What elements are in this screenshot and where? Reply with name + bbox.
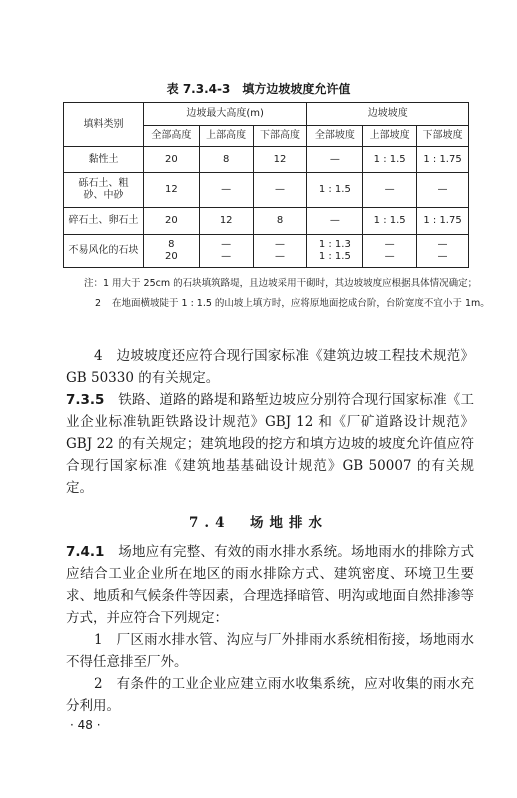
table-cell: — [307, 147, 363, 173]
clause-7-3-5 [66, 389, 474, 499]
row-label: 不易风化的石块 [64, 235, 144, 268]
cell-line: 8 [168, 239, 175, 250]
table-row [64, 147, 469, 173]
paragraph-item-2: 2 有条件的工业企业应建立雨水收集系统，应对收集的雨水充分利用。 [66, 676, 474, 714]
table-cell: — [363, 173, 417, 208]
note-text: 用大于 25cm 的石块填筑路堤，且边坡采用干砌时，其边坡坡度应根据具体情况确定； [112, 278, 478, 289]
table-cell: 1 : 1.75 [417, 208, 469, 235]
cell-line: 20 [164, 251, 178, 262]
clause-number: 7.3.5 [66, 392, 105, 408]
table-cell [253, 235, 307, 268]
header-col: 全部高度 [143, 126, 199, 147]
table-cell [417, 235, 469, 268]
table-cell: 12 [199, 208, 253, 235]
table-cell: 8 [253, 208, 307, 235]
header-col: 全部坡度 [307, 126, 363, 147]
table-cell: 1 : 1.5 [307, 173, 363, 208]
table-cell: — [307, 208, 363, 235]
clause-text: 铁路、道路的路堤和路堑边坡应分别符合现行国家标准《工业企业标准轨距铁路设计规范》GBJ 12 和《厂矿道路设计规范》GBJ 22 的有关规定；建筑地段的挖方和填方边坡的坡度允许值应符合现行国家标准《建筑地基基础设计规范》GB 50007 的有关规定。 [66, 392, 474, 496]
note-2 [84, 296, 494, 312]
paragraph-item-1: 1 厂区雨水排水管、沟应与厂外排雨水系统相衔接，场地雨水不得任意排至厂外。 [66, 632, 474, 670]
table-notes [84, 276, 494, 312]
table-cell [307, 235, 363, 268]
table-cell: 1 : 1.5 [363, 208, 417, 235]
table-cell: 20 [143, 208, 199, 235]
cell-line: 1 : 1.3 [318, 239, 351, 250]
table-cell: 1 : 1.5 [363, 147, 417, 173]
table-cell: — [417, 173, 469, 208]
row-label: 黏性土 [64, 147, 144, 173]
cell-line: — [275, 239, 285, 250]
table-row [64, 208, 469, 235]
slope-table [63, 102, 469, 268]
clause-number: 7.4.1 [66, 544, 105, 560]
paragraph-item-4: 4 边坡坡度还应符合现行国家标准《建筑边坡工程技术规范》GB 50330 的有关规定。 [66, 348, 474, 386]
clause-7-4-1 [66, 541, 474, 629]
table-cell [363, 235, 417, 268]
cell-line: — [275, 251, 285, 262]
cell-line: — [221, 251, 232, 262]
table-cell: 1 : 1.75 [417, 147, 469, 173]
page-number: · 48 · [70, 718, 101, 732]
table-cell: 12 [253, 147, 307, 173]
clause-text: 场地应有完整、有效的雨水排水系统。场地雨水的排除方式应结合工业企业所在地区的雨水排除方式、建筑密度、环境卫生要求、地质和气候条件等因素，合理选择暗管、明沟或地面自然排渗等方式，并应符合下列规定： [66, 544, 474, 626]
table-title: 表 7.3.4-3 填方边坡坡度允许值 [166, 82, 351, 96]
table-cell: 12 [143, 173, 199, 208]
row-label: 碎石土、卵石土 [64, 208, 144, 235]
table-cell [143, 235, 199, 268]
header-col: 下部坡度 [417, 126, 469, 147]
header-max-height: 边坡最大高度(m) [143, 103, 306, 126]
header-col: 下部高度 [253, 126, 307, 147]
table-cell: — [253, 173, 307, 208]
section-title: 7.4 场地排水 [189, 515, 328, 531]
table-cell: 20 [143, 147, 199, 173]
note-number: 2 [94, 298, 102, 309]
cell-line: — [437, 239, 448, 250]
note-number: 注：1 [84, 278, 110, 289]
table-cell: 8 [199, 147, 253, 173]
cell-line: — [437, 251, 448, 262]
note-text: 在地面横坡陡于 1 : 1.5 的山坡上填方时，应将原地面挖成台阶，台阶宽度不宜小于 1m。 [112, 298, 490, 309]
row-label: 砾石土、粗砂、中砂 [64, 173, 144, 208]
header-fill-type: 填料类别 [64, 103, 144, 147]
header-col: 上部坡度 [363, 126, 417, 147]
note-1 [84, 276, 494, 292]
cell-line: — [384, 239, 395, 250]
header-slope: 边坡坡度 [307, 103, 469, 126]
table-row [64, 235, 469, 268]
cell-line: 1 : 1.5 [318, 251, 351, 262]
table-cell: — [199, 173, 253, 208]
header-col: 上部高度 [199, 126, 253, 147]
table-row [64, 173, 469, 208]
table-cell [199, 235, 253, 268]
cell-line: — [384, 251, 395, 262]
cell-line: — [221, 239, 232, 250]
